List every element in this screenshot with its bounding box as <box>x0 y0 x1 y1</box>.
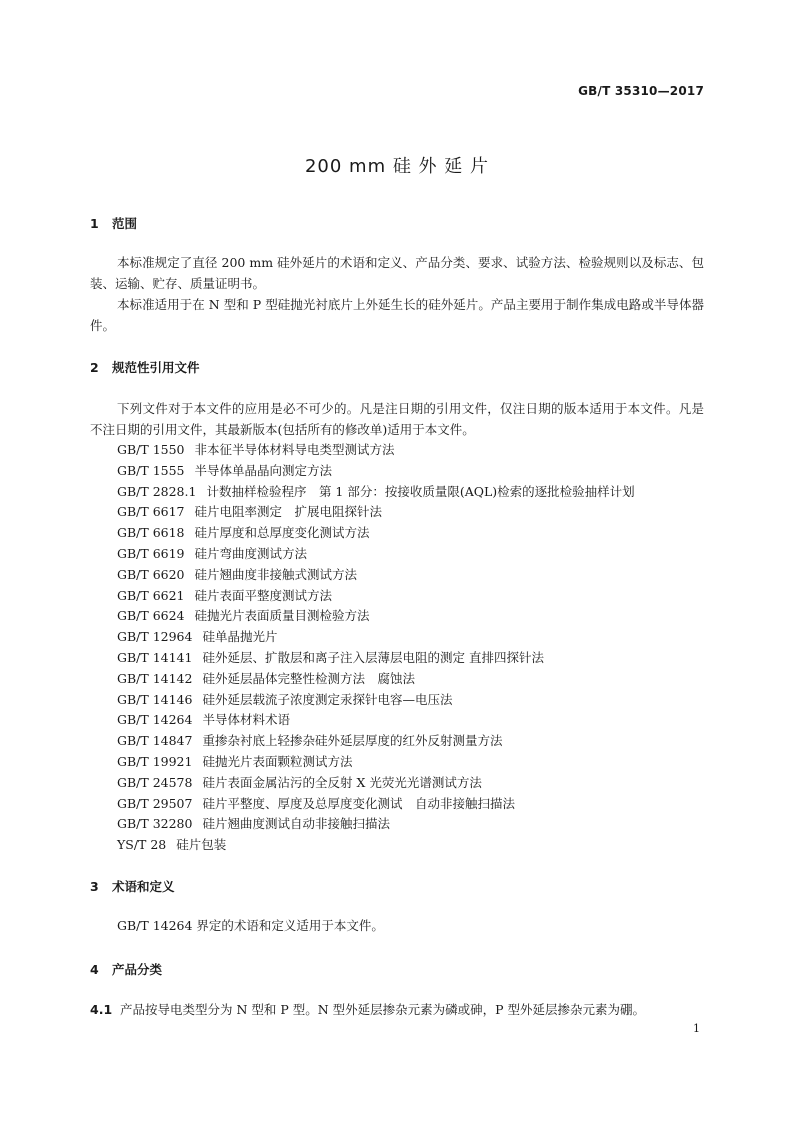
reference-code: GB/T 19921 <box>117 753 193 769</box>
section-2-heading <box>90 358 200 376</box>
reference-title: 硅片平整度、厚度及总厚度变化测试 自动非接触扫描法 <box>202 795 515 811</box>
reference-code: GB/T 12964 <box>117 629 193 645</box>
reference-code: GB/T 6621 <box>117 587 185 603</box>
clause-4-1 <box>90 999 704 1020</box>
list-item <box>117 669 635 690</box>
scope-paragraph-2: 本标准适用于在 N 型和 P 型硅抛光衬底片上外延生长的硅外延片。产品主要用于制作集成电路或半导体器件。 <box>90 297 704 333</box>
reference-code: GB/T 24578 <box>117 774 193 790</box>
section-number: 2 <box>90 360 99 375</box>
reference-title: 硅抛光片表面颗粒测试方法 <box>202 753 353 769</box>
reference-title: 硅外延层、扩散层和离子注入层薄层电阻的测定 直排四探针法 <box>202 649 544 665</box>
reference-title: 半导体材料术语 <box>202 712 290 728</box>
section-title: 术语和定义 <box>112 879 175 894</box>
reference-title: 重掺杂衬底上轻掺杂硅外延层厚度的红外反射测量方法 <box>202 733 503 749</box>
reference-code: GB/T 14264 <box>117 712 193 728</box>
reference-code: GB/T 6624 <box>117 608 185 624</box>
list-item <box>117 794 635 815</box>
list-item <box>117 773 635 794</box>
reference-title: 非本征半导体材料导电类型测试方法 <box>194 442 395 457</box>
reference-code: GB/T 6618 <box>117 525 185 541</box>
section-number: 4 <box>90 962 99 977</box>
section-number: 1 <box>90 216 99 231</box>
list-item <box>117 835 635 856</box>
reference-title: 硅外延层载流子浓度测定汞探针电容—电压法 <box>202 691 453 707</box>
reference-title: 硅片翘曲度非接触式测试方法 <box>194 566 358 582</box>
reference-title: 硅片弯曲度测试方法 <box>194 545 308 561</box>
list-item <box>117 461 635 482</box>
terms-paragraph: GB/T 14264 界定的术语和定义适用于本文件。 <box>117 918 384 933</box>
reference-code: GB/T 6617 <box>117 504 185 520</box>
list-item <box>117 814 635 835</box>
reference-code: GB/T 14146 <box>117 691 193 707</box>
section-3-heading <box>90 877 175 895</box>
reference-code: GB/T 32280 <box>117 816 193 832</box>
reference-title: 硅单晶抛光片 <box>202 629 278 645</box>
section-4-heading <box>90 960 162 978</box>
reference-code: GB/T 6620 <box>117 566 185 582</box>
reference-code: YS/T 28 <box>117 837 167 853</box>
reference-code: GB/T 14847 <box>117 733 193 749</box>
reference-title: 硅抛光片表面质量目测检验方法 <box>194 608 370 624</box>
reference-title: 半导体单晶晶向测定方法 <box>194 462 333 478</box>
list-item <box>117 440 635 461</box>
list-item <box>117 731 635 752</box>
standard-number: GB/T 35310—2017 <box>578 84 704 98</box>
section-title: 范围 <box>112 216 138 231</box>
list-item <box>117 648 635 669</box>
scope-paragraph-1: 本标准规定了直径 200 mm 硅外延片的术语和定义、产品分类、要求、试验方法、检验规则以及标志、包装、运输、贮存、质量证明书。 <box>90 255 704 291</box>
list-item <box>117 502 635 523</box>
reference-list <box>117 440 635 856</box>
clause-number: 4.1 <box>90 1002 113 1017</box>
reference-title: 硅片厚度和总厚度变化测试方法 <box>194 525 370 541</box>
reference-title: 硅片包装 <box>176 837 227 853</box>
reference-title: 硅片表面平整度测试方法 <box>194 587 333 603</box>
reference-title: 计数抽样检验程序 第 1 部分：按接收质量限(AQL)检索的逐批检验抽样计划 <box>206 483 635 499</box>
list-item <box>117 482 635 503</box>
reference-code: GB/T 1555 <box>117 462 185 478</box>
list-item <box>117 710 635 731</box>
section-1-heading <box>90 214 137 232</box>
reference-code: GB/T 14141 <box>117 649 193 665</box>
reference-code: GB/T 14142 <box>117 670 193 686</box>
list-item <box>117 752 635 773</box>
reference-code: GB/T 2828.1 <box>117 483 197 499</box>
reference-title: 硅片表面金属沾污的全反射 X 光荧光光谱测试方法 <box>202 774 482 790</box>
list-item <box>117 627 635 648</box>
reference-code: GB/T 29507 <box>117 795 193 811</box>
list-item <box>117 544 635 565</box>
section-number: 3 <box>90 879 99 894</box>
reference-code: GB/T 1550 <box>117 442 185 457</box>
list-item <box>117 565 635 586</box>
reference-title: 硅外延层晶体完整性检测方法 腐蚀法 <box>202 670 415 686</box>
reference-title: 硅片翘曲度测试自动非接触扫描法 <box>202 816 390 832</box>
list-item <box>117 690 635 711</box>
section-title: 产品分类 <box>112 962 163 977</box>
list-item <box>117 523 635 544</box>
section-title: 规范性引用文件 <box>112 360 200 375</box>
list-item <box>117 586 635 607</box>
clause-text: 产品按导电类型分为 N 型和 P 型。N 型外延层掺杂元素为磷或砷，P 型外延层掺杂元素为硼。 <box>120 1002 646 1017</box>
reference-title: 硅片电阻率测定 扩展电阻探针法 <box>194 504 383 520</box>
document-title: 200 mm 硅 外 延 片 <box>304 156 490 177</box>
references-intro: 下列文件对于本文件的应用是必不可少的。凡是注日期的引用文件，仅注日期的版本适用于本文件。凡是不注日期的引用文件，其最新版本(包括所有的修改单)适用于本文件。 <box>90 401 704 437</box>
page-number: 1 <box>693 1022 700 1035</box>
reference-code: GB/T 6619 <box>117 545 185 561</box>
list-item <box>117 606 635 627</box>
